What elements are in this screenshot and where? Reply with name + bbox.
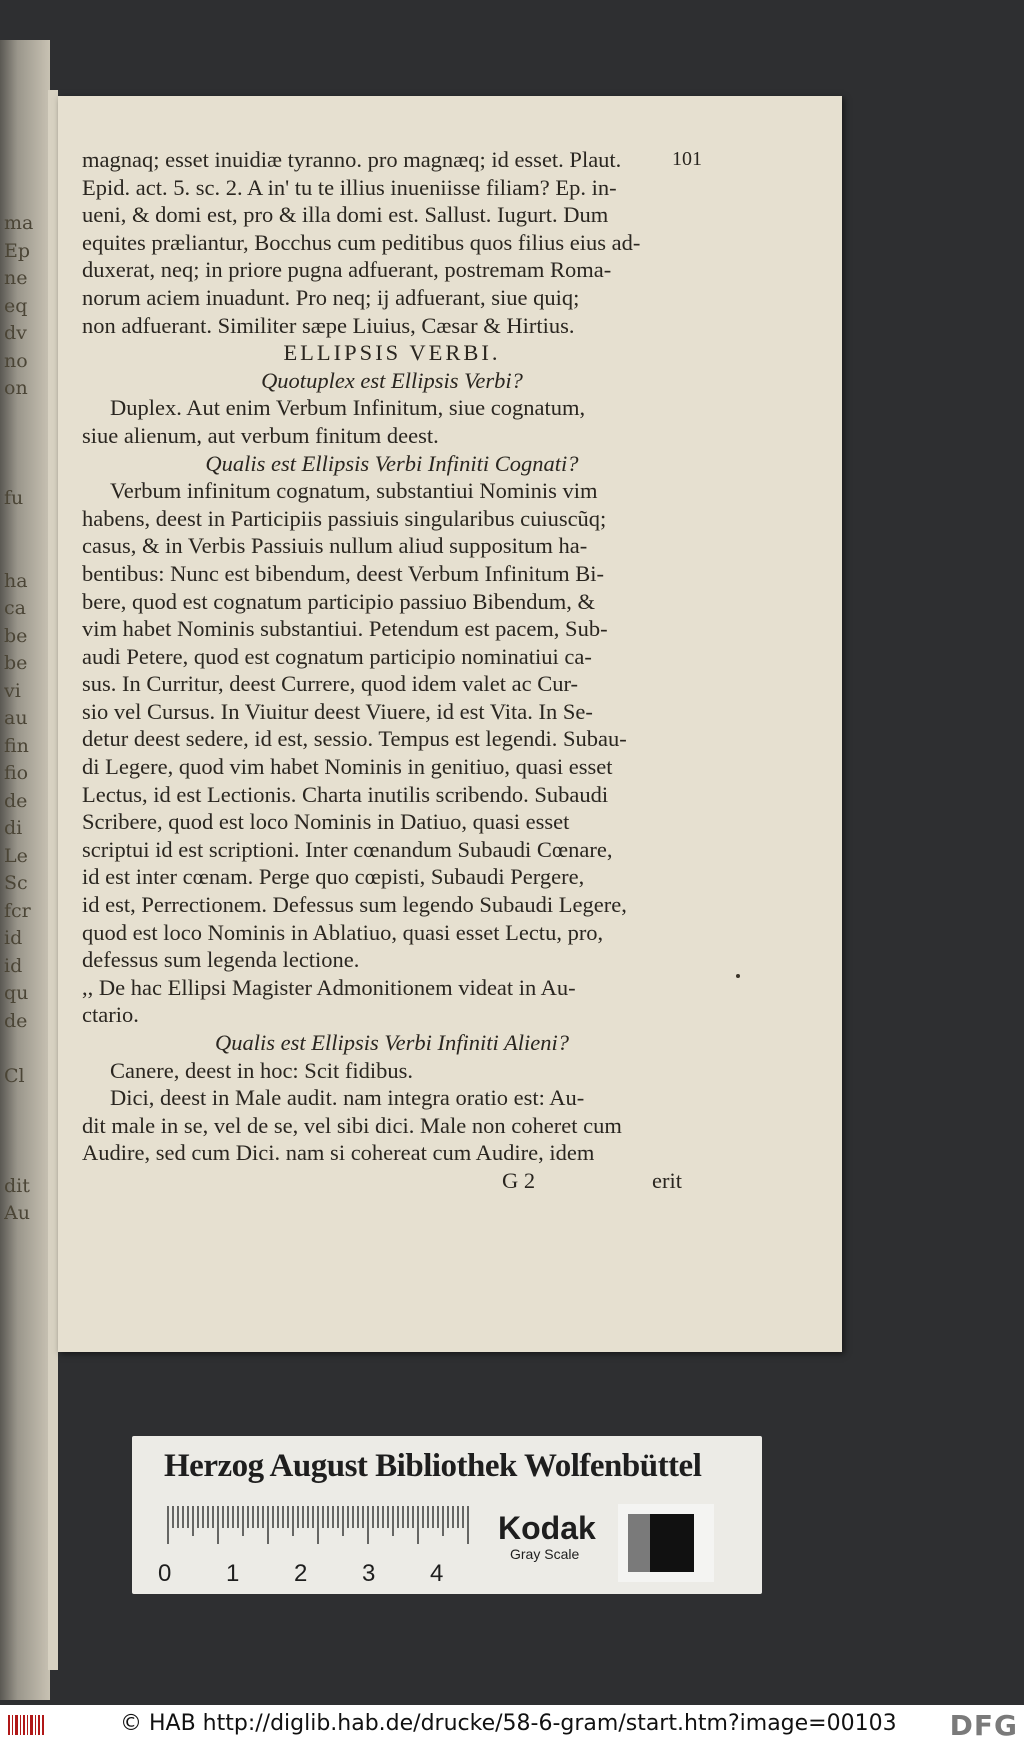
text-line: Lectus, id est Lectionis. Charta inutilis scribendo. Subaudi xyxy=(82,781,609,807)
ruler-number: 3 xyxy=(362,1560,376,1587)
text-line: non adfuerant. Similiter sæpe Liuius, Cæsar & Hirtius. xyxy=(82,312,575,338)
fragment: be xyxy=(4,624,28,647)
text-line: duxerat, neq; in priore pugna adfuerant, postremam Roma- xyxy=(82,257,612,283)
signature-mark: G 2 xyxy=(502,1167,536,1193)
text-line: audi Petere, quod est cognatum participio nominatiui ca- xyxy=(82,643,592,669)
fragment: au xyxy=(4,707,28,729)
kodak-logo: Kodak xyxy=(498,1510,596,1546)
fragment xyxy=(4,1118,44,1146)
text-line: habens, deest in Participiis passiuis singularibus cuiuscũq; xyxy=(82,505,607,531)
fragment xyxy=(4,403,44,431)
page-gutter xyxy=(48,90,58,1670)
text-line: ueni, & domi est, pro & illa domi est. Sallust. Iugurt. Dum xyxy=(82,202,609,228)
dfg-logo: DFG xyxy=(949,1709,1018,1742)
ruler-number: 0 xyxy=(158,1560,172,1587)
text-line: dit male in se, vel de se, vel sibi dici. Male non coheret cum xyxy=(82,1112,622,1138)
fragment xyxy=(4,458,44,486)
fragment: Cl xyxy=(4,1064,25,1087)
text-line: sus. In Curritur, deest Currere, quod idem valet ac Cur- xyxy=(82,671,579,697)
fragment: eq xyxy=(4,294,28,317)
text-line: bentibus: Nunc est bibendum, deest Verbum Infinitum Bi- xyxy=(82,560,605,586)
fragment: Ep xyxy=(4,239,31,262)
black-swatch xyxy=(650,1514,694,1572)
fragment: fio xyxy=(4,762,29,784)
text-line: defessus sum legenda lectione. xyxy=(82,947,360,973)
text-line: quod est loco Nominis in Ablatiuo, quasi esset Lectu, pro, xyxy=(82,919,604,945)
previous-page-edge xyxy=(0,40,50,1700)
catchword: erit xyxy=(652,1167,682,1193)
question-line: Qualis est Ellipsis Verbi Infiniti Alieni? xyxy=(215,1030,569,1055)
page-text-block xyxy=(82,146,702,1195)
signature-line xyxy=(82,1167,702,1195)
fragment: ha xyxy=(4,569,28,592)
fragment: dv xyxy=(4,322,27,344)
ruler-number: 1 xyxy=(226,1560,240,1587)
fragment: Sc xyxy=(4,872,28,894)
source-url[interactable]: © HAB http://diglib.hab.de/drucke/58-6-gram/start.htm?image=00103 xyxy=(120,1711,897,1736)
text-line: casus, & in Verbis Passiuis nullum aliud suppositum ha- xyxy=(82,533,588,559)
calibration-strip xyxy=(132,1436,762,1594)
fragment xyxy=(4,1145,44,1173)
fragment xyxy=(4,1035,44,1063)
fragment: ca xyxy=(4,597,26,619)
text-line: scriptui id est scriptioni. Inter cœnandum Subaudi Cœnare, xyxy=(82,836,613,862)
ruler-ticks xyxy=(164,1500,474,1560)
fragment: id xyxy=(4,954,23,977)
fragment xyxy=(4,430,44,458)
text-line: Scribere, quod est loco Nominis in Datiuo, quasi esset xyxy=(82,809,570,835)
fragment xyxy=(4,513,44,541)
text-line: vim habet Nominis substantiui. Petendum est pacem, Sub- xyxy=(82,616,608,642)
fragment: no xyxy=(4,349,28,372)
fragment: de xyxy=(4,1009,28,1032)
fragment: ma xyxy=(4,212,34,234)
text-line: Verbum infinitum cognatum, substantiui Nominis vim xyxy=(110,478,598,504)
text-line: magnaq; esset inuidiæ tyranno. pro magnæq; id esset. Plaut. xyxy=(82,147,622,172)
text-line: siue alienum, aut verbum finitum deest. xyxy=(82,422,439,448)
ruler-number: 4 xyxy=(430,1560,444,1587)
page-number: 101 xyxy=(672,148,702,170)
text-line: Dici, deest in Male audit. nam integra oratio est: Au- xyxy=(110,1085,585,1111)
text-line: equites præliantur, Bocchus cum peditibus quos filius eius ad- xyxy=(82,229,641,255)
text-line: Audire, sed cum Dici. nam si cohereat cum Audire, idem xyxy=(82,1140,595,1166)
fragment: dit xyxy=(4,1174,30,1197)
section-heading: ELLIPSIS VERBI. xyxy=(283,340,501,366)
text-line: bere, quod est cognatum participio passiuo Bibendum, & xyxy=(82,588,596,614)
question-line: Qualis est Ellipsis Verbi Infiniti Cognati? xyxy=(205,450,579,476)
fragment xyxy=(4,540,44,568)
fragment: on xyxy=(4,377,28,399)
text-line: ,, De hac Ellipsi Magister Admonitionem videat in Au- xyxy=(82,974,576,1000)
gray-scale-label: Gray Scale xyxy=(510,1546,580,1562)
fragment: id xyxy=(4,927,23,949)
fragment: be xyxy=(4,652,28,674)
text-line: Epid. act. 5. sc. 2. A in' tu te illius inueniisse filiam? Ep. in- xyxy=(82,174,617,200)
fragment: qu xyxy=(4,982,29,1004)
gray-swatch xyxy=(628,1514,650,1572)
text-line: ctario. xyxy=(82,1002,139,1028)
fragment: di xyxy=(4,817,23,839)
text-line: Canere, deest in hoc: Scit fidibus. xyxy=(110,1057,414,1083)
fragment: ne xyxy=(4,267,28,289)
text-line: di Legere, quod vim habet Nominis in genitiuo, quasi esset xyxy=(82,754,613,780)
library-name: Herzog August Bibliothek Wolfenbüttel xyxy=(164,1448,702,1484)
book-page xyxy=(58,96,842,1352)
fragment: Au xyxy=(4,1202,30,1224)
text-line: id est inter cœnam. Perge quo cœpisti, Subaudi Pergere, xyxy=(82,864,585,890)
fragment: fcr xyxy=(4,899,31,922)
fragment: Le xyxy=(4,844,28,867)
text-line: sio vel Cursus. In Viuitur deest Viuere, id est Vita. In Se- xyxy=(82,698,593,724)
fragment xyxy=(4,1090,44,1118)
gray-scale-swatch xyxy=(618,1504,714,1582)
fragment: fu xyxy=(4,487,24,509)
fragment: vi xyxy=(4,679,21,702)
text-line: id est, Perrectionem. Defessus sum legendo Subaudi Legere, xyxy=(82,892,627,918)
question-line: Quotuplex est Ellipsis Verbi? xyxy=(261,367,523,393)
fragment: fin xyxy=(4,734,29,757)
previous-page-text-fragments xyxy=(4,210,44,1228)
barcode-icon xyxy=(6,1712,46,1738)
ink-speck xyxy=(736,974,740,978)
text-line: detur deest sedere, id est, sessio. Tempus est legendi. Subau- xyxy=(82,726,627,752)
ruler-number: 2 xyxy=(294,1560,308,1587)
text-line: Duplex. Aut enim Verbum Infinitum, siue cognatum, xyxy=(110,395,586,421)
footer-bar xyxy=(0,1705,1024,1745)
text-line: norum aciem inuadunt. Pro neq; ij adfuerant, siue quiq; xyxy=(82,284,580,310)
fragment: de xyxy=(4,789,28,812)
